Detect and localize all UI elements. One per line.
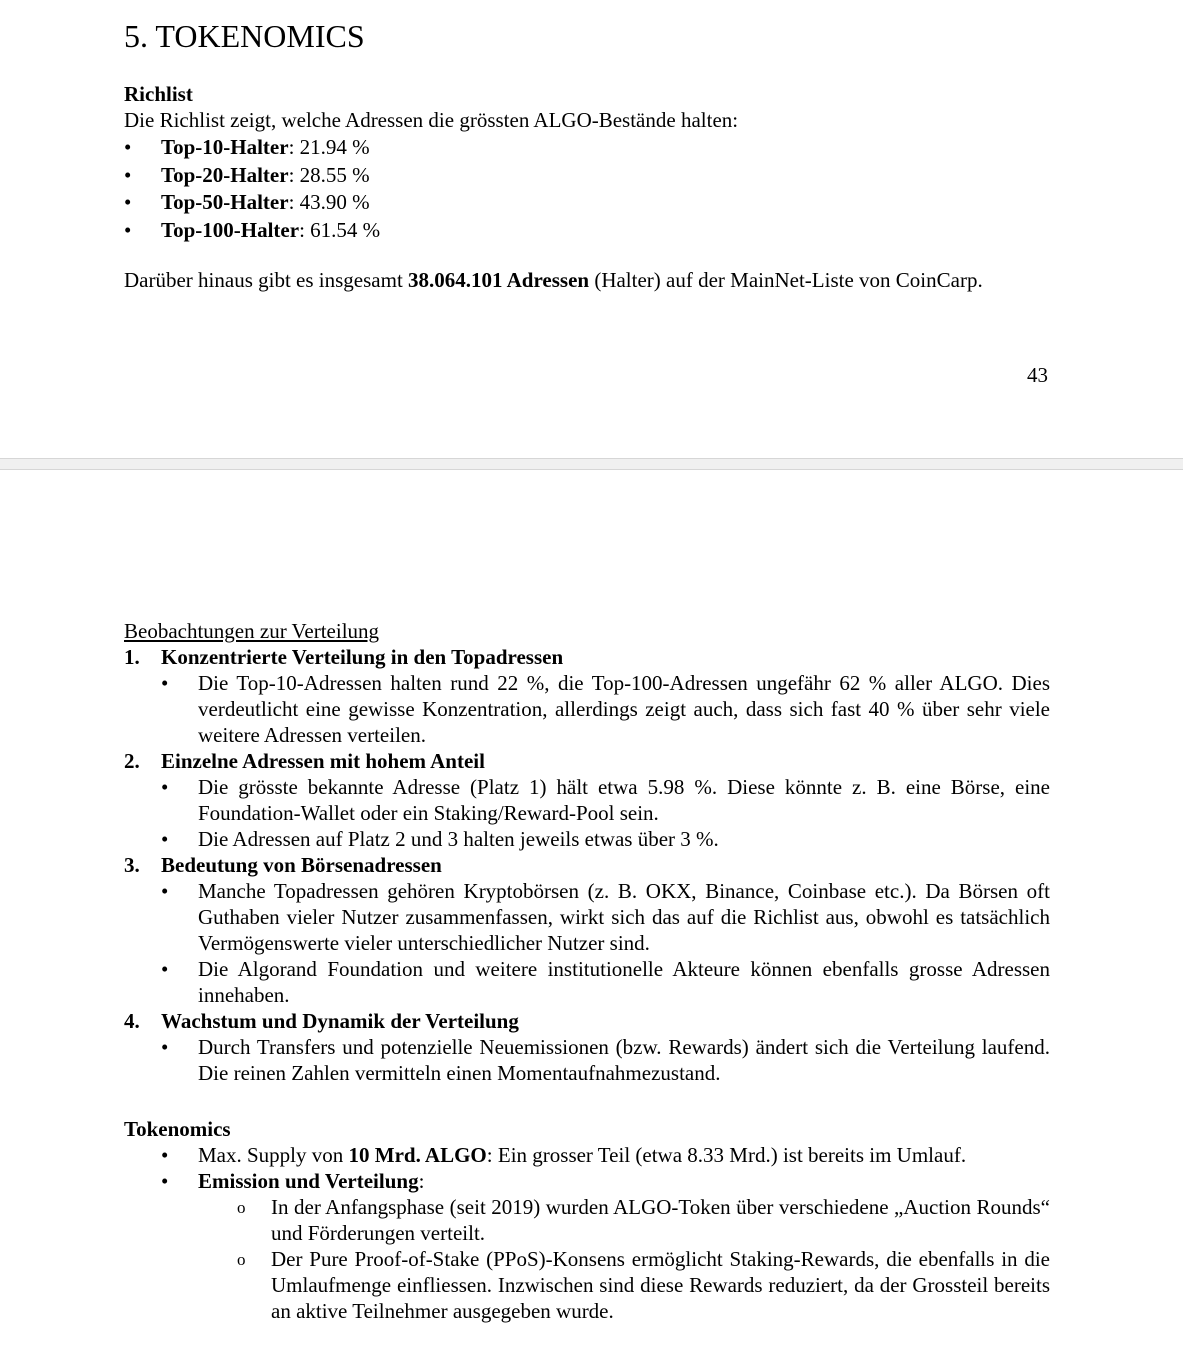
observation-bullets <box>161 878 1050 1008</box>
supply-item: • Max. Supply von 10 Mrd. ALGO: Ein grosser Teil (etwa 8.33 Mrd.) ist bereits im Umlauf. <box>161 1142 1050 1168</box>
tokenomics-list <box>161 1142 1050 1324</box>
observations-title: Beobachtungen zur Verteilung <box>124 619 380 643</box>
observation-bullet: • Die Algorand Foundation und weitere institutionelle Akteure können ebenfalls grosse Adressen innehaben. <box>161 956 1050 1008</box>
observation-heading: 2. Einzelne Adressen mit hohem Anteil <box>124 749 485 773</box>
tokenomics-block <box>124 1116 1050 1324</box>
holder-item: • Top-100-Halter: 61.54 % <box>124 217 1064 245</box>
observation-heading: 4. Wachstum und Dynamik der Verteilung <box>124 1009 519 1033</box>
holder-item: • Top-20-Halter: 28.55 % <box>124 162 1064 190</box>
tokenomics-title: Tokenomics <box>124 1117 231 1141</box>
page-separator <box>0 458 1183 470</box>
richlist-intro: Die Richlist zeigt, welche Adressen die grössten ALGO-Bestände halten: <box>124 108 739 132</box>
observation-bullet: • Manche Topadressen gehören Kryptobörsen (z. B. OKX, Binance, Coinbase etc.). Da Börsen oft Guthaben vieler Nutzer zusammenfassen, wirkt sich das auf die Richlist aus, obwohl es tatsächlich Vermögenswerte vieler unterschiedlicher Nutzer sind. <box>161 878 1050 956</box>
page-number: 43 <box>1027 363 1048 387</box>
emission-item: • Emission und Verteilung: o In der Anfangsphase (seit 2019) wurden ALGO-Token über verschiedene „Auction Rounds“ und Förderungen verteilt. o Der Pure Proof-of-Stake (PPoS)-Konsens ermöglicht Staking-Rewards, die ebenfalls in die Umlaufmenge einfliessen. Inzwischen sind diese Rewards reduziert, da der Grossteil bereits an aktive Teilnehmer ausgegeben wurde. <box>161 1168 1050 1324</box>
holder-item: • Top-50-Halter: 43.90 % <box>124 189 1064 217</box>
observation-bullet: • Durch Transfers und potenzielle Neuemissionen (bzw. Rewards) ändert sich die Verteilung laufend. Die reinen Zahlen vermitteln einen Momentaufnahmezustand. <box>161 1034 1050 1086</box>
observation-bullets <box>161 774 1050 852</box>
holder-list <box>124 134 1064 244</box>
observation-bullets <box>161 670 1050 748</box>
document-page-43 <box>0 0 1183 458</box>
richlist-block <box>124 81 1064 244</box>
observation-bullet: • Die Top-10-Adressen halten rund 22 %, die Top-100-Adressen ungefähr 62 % aller ALGO. Dies verdeutlicht eine gewisse Konzentration, allerdings zeigt auch, dass sich fast 40 % über sehr viele weitere Adressen verteilen. <box>161 670 1050 748</box>
section-heading: 5. TOKENOMICS <box>124 18 365 54</box>
emission-sublist <box>235 1194 1050 1324</box>
emission-subitem: o Der Pure Proof-of-Stake (PPoS)-Konsens ermöglicht Staking-Rewards, die ebenfalls in die Umlaufmenge einfliessen. Inzwischen sind diese Rewards reduziert, da der Grossteil bereits an aktive Teilnehmer ausgegeben wurde. <box>235 1246 1050 1324</box>
observation-bullet: • Die grösste bekannte Adresse (Platz 1) hält etwa 5.98 %. Diese könnte z. B. eine Börse, eine Foundation-Wallet oder ein Staking/Reward-Pool sein. <box>161 774 1050 826</box>
observation-heading: 1. Konzentrierte Verteilung in den Topadressen <box>124 645 564 669</box>
richlist-title: Richlist <box>124 82 193 106</box>
holder-item: • Top-10-Halter: 21.94 % <box>124 134 1064 162</box>
emission-subitem: o In der Anfangsphase (seit 2019) wurden ALGO-Token über verschiedene „Auction Rounds“ und Förderungen verteilt. <box>235 1194 1050 1246</box>
observation-heading: 3. Bedeutung von Börsenadressen <box>124 853 442 877</box>
observation-bullet: • Die Adressen auf Platz 2 und 3 halten jeweils etwas über 3 %. <box>161 826 1050 852</box>
observation-bullets <box>161 1034 1050 1086</box>
document-page-44 <box>0 470 1183 1350</box>
address-summary: Darüber hinaus gibt es insgesamt 38.064.101 Adressen (Halter) auf der MainNet-Liste von CoinCarp. <box>124 268 983 292</box>
observations-block <box>124 618 1050 1086</box>
